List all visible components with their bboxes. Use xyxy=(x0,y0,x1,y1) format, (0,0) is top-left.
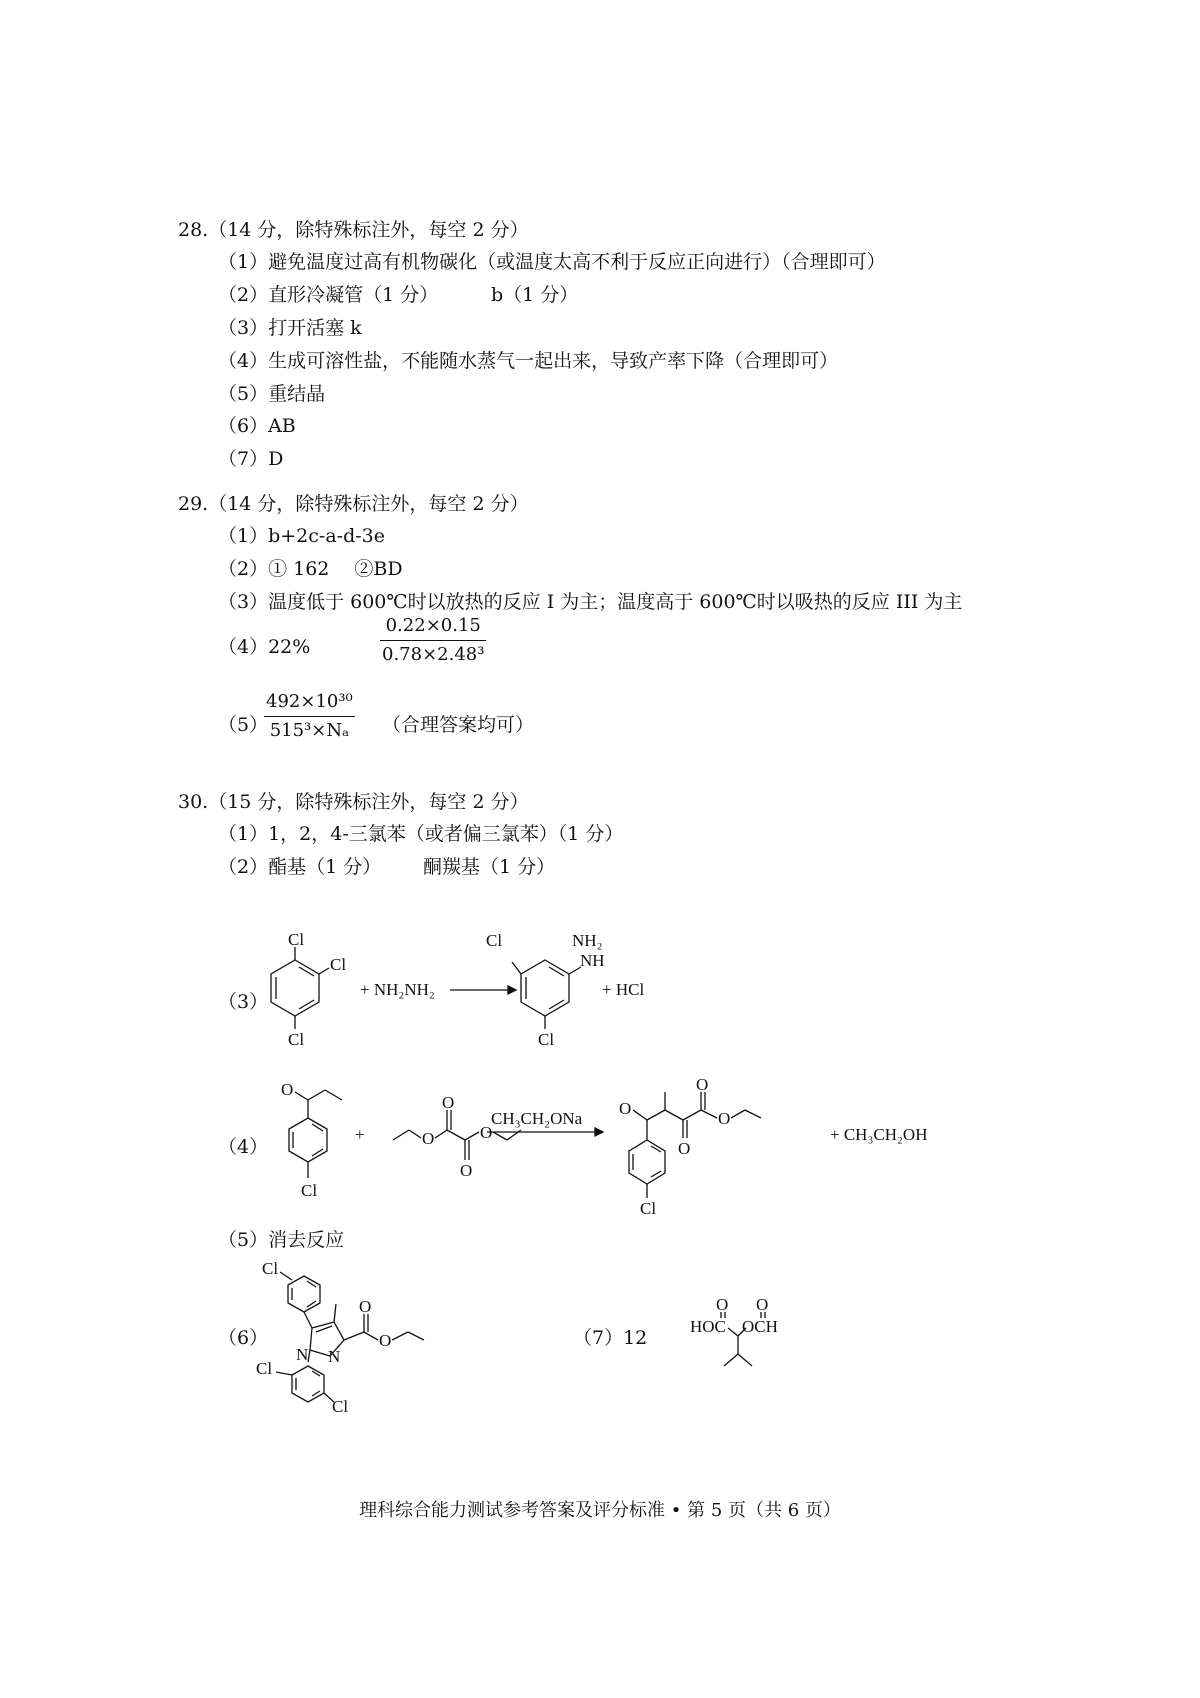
diethyl-oxalate-structure xyxy=(393,1093,521,1180)
reaction-arrowhead xyxy=(508,986,516,994)
q29-item-5-note: （合理答案均可） xyxy=(382,714,535,736)
atom-cl: Cl xyxy=(538,1030,555,1049)
q30-item-5: （5）消去反应 xyxy=(218,1229,345,1251)
atom-nh: NH xyxy=(580,951,605,970)
trichlorobenzene-structure xyxy=(271,930,346,1049)
atom-o: O xyxy=(716,1295,729,1314)
q30-item-6-label: （6） xyxy=(218,1327,269,1349)
diketo-ester-product-structure xyxy=(619,1075,761,1218)
page-footer: 理科综合能力测试参考答案及评分标准 • 第 5 页（共 6 页） xyxy=(359,1500,841,1521)
q29-item-2: （2）① 162 ②BD xyxy=(218,558,403,580)
atom-o: O xyxy=(359,1297,372,1316)
atom-cl: Cl xyxy=(486,931,503,950)
atom-n: N xyxy=(296,1345,309,1364)
atom-och: OCH xyxy=(742,1317,778,1336)
atom-hoc: HOC xyxy=(690,1317,726,1336)
q28-header: 28.（14 分，除特殊标注外，每空 2 分） xyxy=(178,219,529,241)
q30-item-6-structure xyxy=(256,1259,492,1416)
q29-item-3: （3）温度低于 600℃时以放热的反应 I 为主；温度高于 600℃时以吸热的反应 III 为主 xyxy=(218,591,963,613)
atom-cl: Cl xyxy=(330,955,347,974)
atom-o: O xyxy=(281,1080,294,1099)
product-hcl: + HCl xyxy=(602,980,645,999)
fraction-bar xyxy=(380,640,486,641)
atom-cl: Cl xyxy=(262,1259,279,1278)
fraction-numerator: 492×10³⁰ xyxy=(266,691,353,712)
plus-sign: + xyxy=(355,1125,365,1144)
q28-item-7: （7）D xyxy=(218,448,284,470)
q30-header: 30.（15 分，除特殊标注外，每空 2 分） xyxy=(178,791,529,813)
atom-cl: Cl xyxy=(288,1030,305,1049)
q28-item-6: （6）AB xyxy=(218,415,296,437)
q28-item-3: （3）打开活塞 k xyxy=(218,317,362,339)
q30-item-3-scheme xyxy=(250,930,670,1060)
fraction-bar xyxy=(264,716,355,717)
atom-o: O xyxy=(678,1139,691,1158)
q30-item-4-scheme xyxy=(255,1075,975,1220)
atom-o: O xyxy=(460,1161,473,1180)
q30-item-7-structure xyxy=(690,1296,810,1380)
atom-o: O xyxy=(379,1331,392,1350)
chloropropiophenone-structure xyxy=(281,1080,342,1200)
atom-cl: Cl xyxy=(256,1359,273,1378)
q29-item-1: （1）b+2c-a-d-3e xyxy=(218,525,385,547)
atom-n: N xyxy=(328,1347,341,1366)
q30-item-3-label: （3） xyxy=(218,991,269,1013)
fraction-numerator: 0.22×0.15 xyxy=(385,615,481,636)
q28-item-2: （2）直形冷凝管（1 分） xyxy=(218,284,439,306)
fraction-denominator: 515³×Nₐ xyxy=(269,720,350,741)
atom-nh2: NH₂ xyxy=(572,931,603,950)
fraction-denominator: 0.78×2.48³ xyxy=(382,644,485,665)
reaction-arrowhead xyxy=(595,1128,603,1136)
atom-o: O xyxy=(756,1295,769,1314)
atom-o: O xyxy=(442,1093,455,1112)
q29-item-4-label: （4）22% xyxy=(218,636,311,658)
q28-item-1: （1）避免温度过高有机物碳化（或温度太高不利于反应正向进行）（合理即可） xyxy=(218,251,886,273)
atom-o: O xyxy=(619,1099,632,1118)
q29-item-5-fraction xyxy=(264,690,355,743)
q30-item-7-label: （7）12 xyxy=(573,1327,648,1349)
q29-item-4-fraction xyxy=(380,614,486,667)
product-ethanol: + CH₃CH₂OH xyxy=(830,1125,928,1144)
q29-item-5-label: （5） xyxy=(218,714,269,736)
q28-item-2b: b（1 分） xyxy=(491,284,579,306)
q28-item-4: （4）生成可溶性盐，不能随水蒸气一起出来，导致产率下降（合理即可） xyxy=(218,350,839,372)
q30-item-1: （1）1，2，4-三氯苯（或者偏三氯苯）（1 分） xyxy=(218,823,624,845)
q29-header: 29.（14 分，除特殊标注外，每空 2 分） xyxy=(178,493,529,515)
atom-cl: Cl xyxy=(301,1181,318,1200)
q30-item-2b: 酮羰基（1 分） xyxy=(423,856,556,878)
q28-item-5: （5）重结晶 xyxy=(218,383,326,405)
atom-o: O xyxy=(696,1075,709,1094)
reaction-condition: CH₃CH₂ONa xyxy=(491,1109,583,1128)
atom-cl: Cl xyxy=(640,1199,657,1218)
reagent-hydrazine: + NH₂NH₂ xyxy=(360,980,435,999)
atom-o: O xyxy=(480,1123,493,1142)
atom-o: O xyxy=(718,1109,731,1128)
atom-o: O xyxy=(422,1129,435,1148)
q30-item-4-label: （4） xyxy=(218,1136,269,1158)
atom-cl: Cl xyxy=(332,1397,349,1416)
q30-item-2: （2）酯基（1 分） xyxy=(218,856,382,878)
atom-cl: Cl xyxy=(288,930,305,949)
